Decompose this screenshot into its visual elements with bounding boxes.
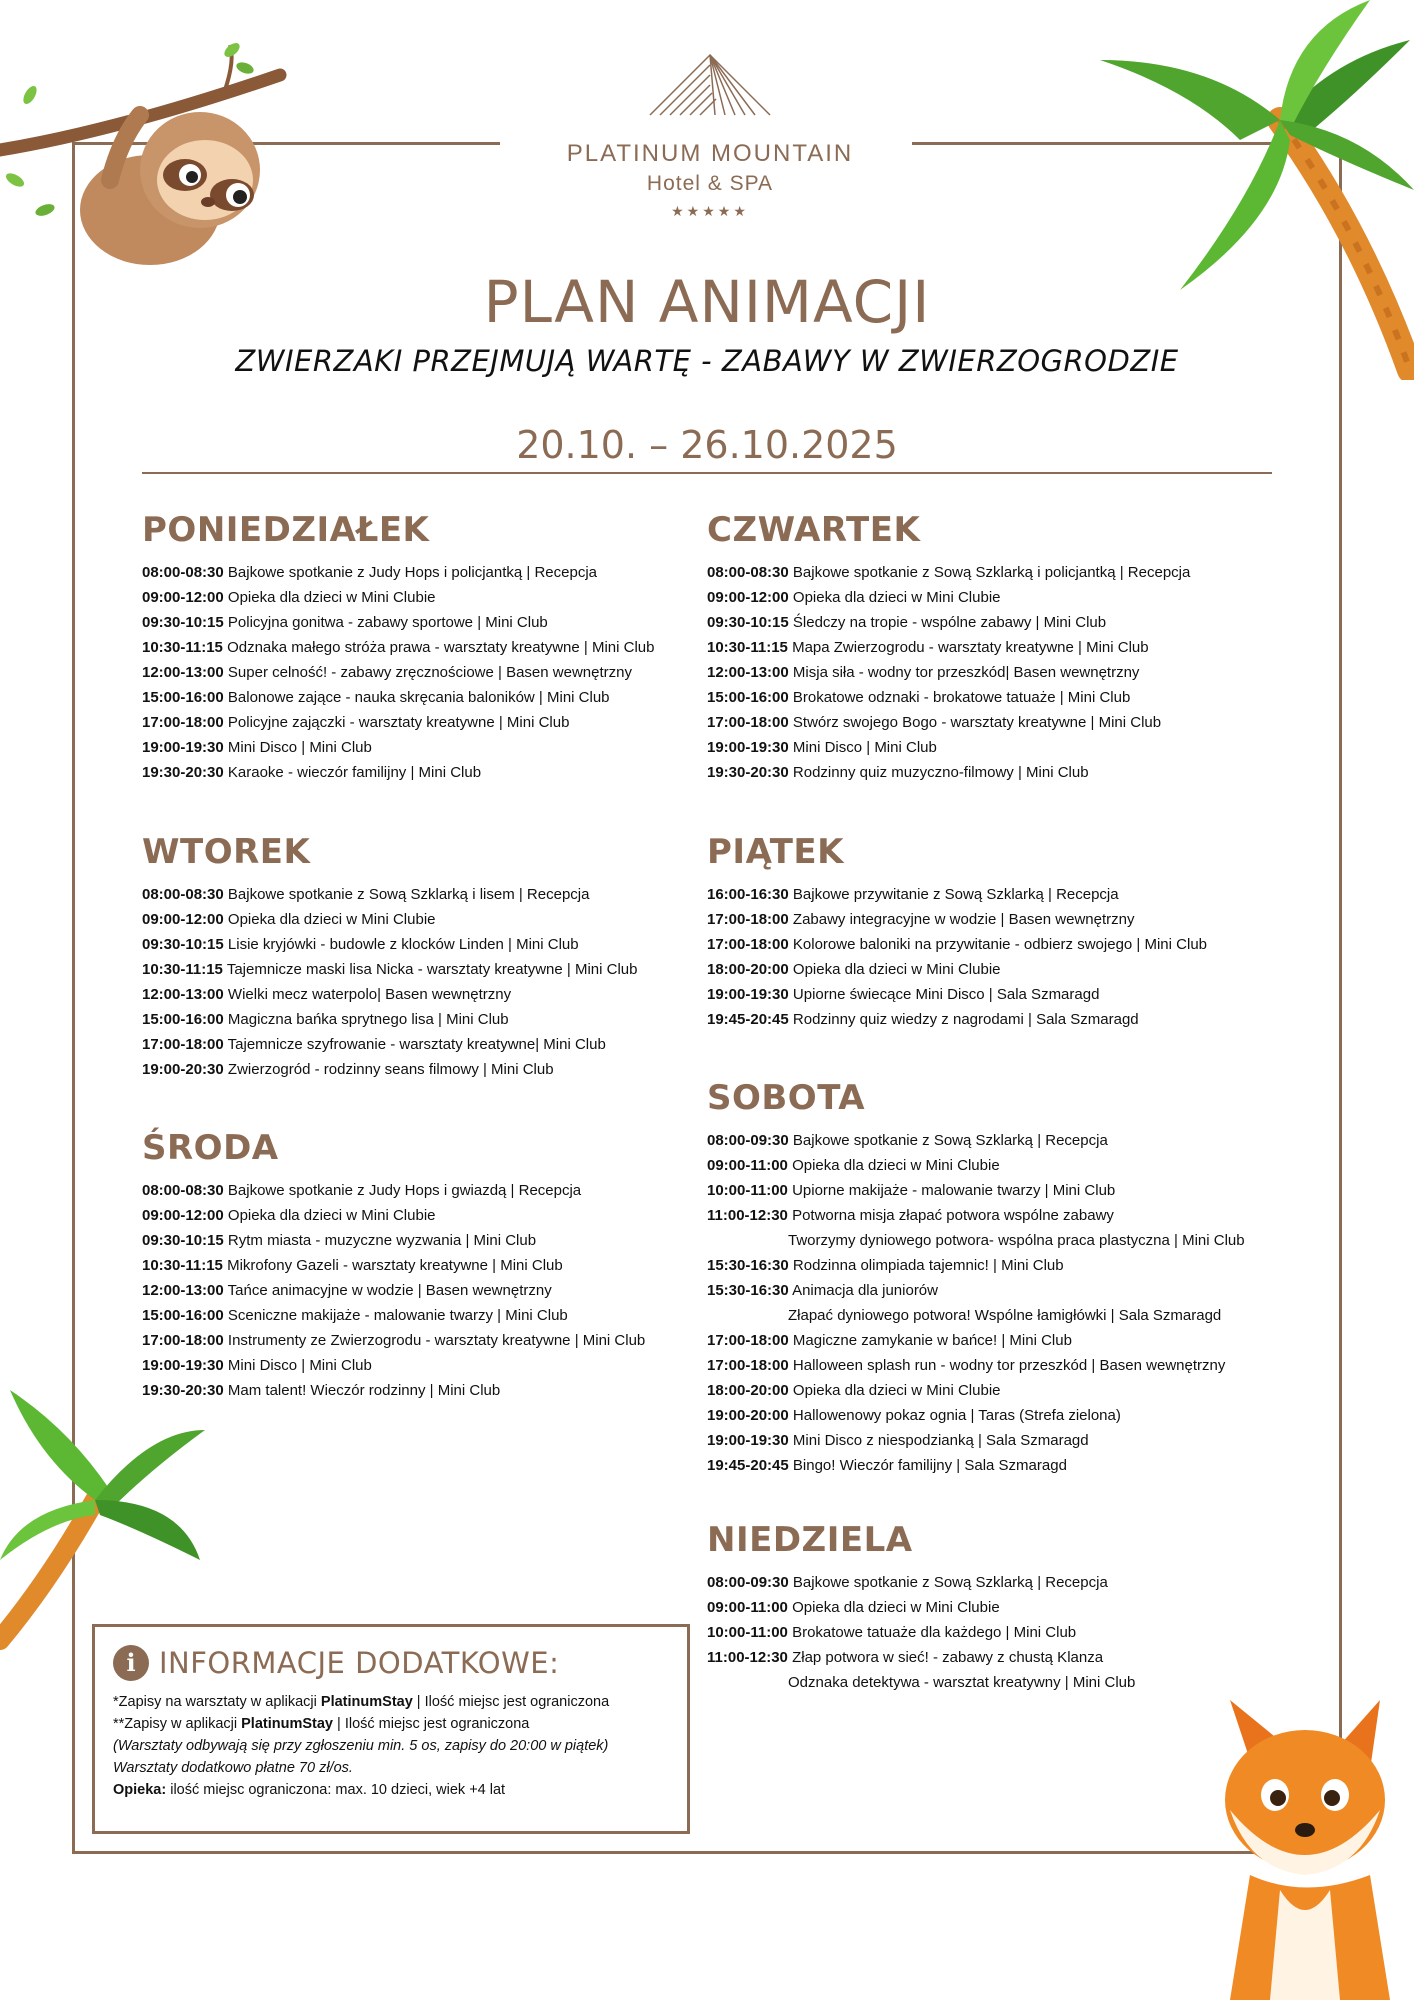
info-title: INFORMACJE DODATKOWE: (159, 1646, 560, 1680)
brand-stars: ★★★★★ (671, 204, 749, 220)
schedule-item (142, 1278, 645, 1303)
info-line-1: *Zapisy na warsztaty w aplikacji PlatinumStay | Ilość miejsc jest ograniczona (113, 1694, 610, 1710)
schedule-text: Śledczy na tropie - wspólne zabawy | Mini Club (792, 614, 1107, 631)
schedule-text: Rytm miasta - muzyczne wyzwania | Mini Club (227, 1232, 537, 1249)
schedule-item (707, 560, 1190, 585)
day-saturday (707, 1078, 1245, 1478)
schedule-item (142, 882, 638, 907)
schedule-text: Mini Disco | Mini Club (227, 1357, 372, 1374)
schedule-text: Bajkowe spotkanie z Judy Hops i policjantką | Recepcja (227, 564, 597, 581)
schedule-time: 19:00-19:30 (142, 739, 224, 756)
schedule-time: 17:00-18:00 (707, 936, 789, 953)
schedule-item (707, 1670, 1135, 1695)
schedule-item (142, 1303, 645, 1328)
schedule-item (707, 1253, 1245, 1278)
schedule-time: 15:00-16:00 (142, 1011, 224, 1028)
schedule-item (707, 760, 1190, 785)
fox-illustration (1190, 1700, 1414, 2000)
schedule-text: Bajkowe spotkanie z Sową Szklarką | Recepcja (792, 1132, 1108, 1149)
schedule-item (142, 685, 654, 710)
schedule-time: 11:00-12:30 (707, 1207, 788, 1224)
header-divider (142, 472, 1272, 474)
day-heading: PIĄTEK (707, 832, 845, 872)
schedule-time: 17:00-18:00 (707, 1357, 789, 1374)
schedule-text: Zwierzogród - rodzinny seans filmowy | Mini Club (227, 1061, 554, 1078)
schedule-time: 19:00-20:30 (142, 1061, 224, 1078)
schedule-item (707, 957, 1207, 982)
day-heading: ŚRODA (142, 1128, 279, 1168)
schedule-time: 08:00-08:30 (707, 564, 789, 581)
schedule-item (707, 1303, 1245, 1328)
schedule-time: 08:00-08:30 (142, 886, 224, 903)
schedule-item (707, 1570, 1135, 1595)
schedule-time: 11:00-12:30 (707, 1649, 788, 1666)
schedule-item (707, 610, 1190, 635)
schedule-text: Policyjne zajączki - warsztaty kreatywne | Mini Club (227, 714, 570, 731)
schedule-text: Super celność! - zabawy zręcznościowe | Basen wewnętrzny (227, 664, 632, 681)
day-heading: CZWARTEK (707, 510, 921, 550)
schedule-text: Lisie kryjówki - budowle z klocków Linden | Mini Club (227, 936, 579, 953)
schedule-time: 19:30-20:30 (707, 764, 789, 781)
schedule-time: 15:30-16:30 (707, 1282, 789, 1299)
schedule-time: 15:00-16:00 (707, 689, 789, 706)
schedule-text: Zabawy integracyjne w wodzie | Basen wewnętrzny (792, 911, 1135, 928)
schedule-time: 16:00-16:30 (707, 886, 789, 903)
schedule-item (707, 1178, 1245, 1203)
schedule-item (142, 932, 638, 957)
schedule-time: 09:00-12:00 (142, 911, 224, 928)
schedule-text: Misja siła - wodny tor przeszkód| Basen wewnętrzny (792, 664, 1140, 681)
schedule-item (707, 735, 1190, 760)
schedule-item (142, 660, 654, 685)
day-heading: SOBOTA (707, 1078, 866, 1118)
schedule-time: 12:00-13:00 (142, 986, 224, 1003)
schedule-text: Magiczna bańka sprytnego lisa | Mini Club (227, 1011, 509, 1028)
schedule-item (707, 635, 1190, 660)
schedule-time: 19:30-20:30 (142, 1382, 224, 1399)
day-wednesday (142, 1128, 645, 1403)
day-thursday (707, 510, 1190, 785)
schedule-text: Tańce animacyjne w wodzie | Basen wewnętrzny (227, 1282, 552, 1299)
schedule-text: Policyjna gonitwa - zabawy sportowe | Mini Club (227, 614, 548, 631)
schedule-text: Rodzinny quiz muzyczno-filmowy | Mini Club (792, 764, 1089, 781)
schedule-item (142, 760, 654, 785)
schedule-item (142, 907, 638, 932)
schedule-text: Bajkowe spotkanie z Sową Szklarką i policjantką | Recepcja (792, 564, 1191, 581)
schedule-item (142, 1253, 645, 1278)
schedule-time: 15:30-16:30 (707, 1257, 789, 1274)
schedule-text: Instrumenty ze Zwierzogrodu - warsztaty kreatywne | Mini Club (227, 1332, 646, 1349)
schedule-text: Halloween splash run - wodny tor przeszkód | Basen wewnętrzny (792, 1357, 1226, 1374)
day-heading: PONIEDZIAŁEK (142, 510, 430, 550)
schedule-time: 19:00-19:30 (707, 739, 789, 756)
schedule-time: 19:00-19:30 (707, 986, 789, 1003)
schedule-time: 12:00-13:00 (707, 664, 789, 681)
schedule-item (707, 1403, 1245, 1428)
mountain-logo-icon (640, 50, 780, 120)
schedule-time: 09:30-10:15 (142, 614, 224, 631)
schedule-text: Odznaka detektywa - warsztat kreatywny | Mini Club (788, 1674, 1136, 1691)
schedule-time: 09:30-10:15 (142, 1232, 224, 1249)
schedule-item (142, 1007, 638, 1032)
schedule-item (142, 1353, 645, 1378)
schedule-text: Tajemnicze szyfrowanie - warsztaty kreatywne| Mini Club (227, 1036, 606, 1053)
schedule-item (707, 1353, 1245, 1378)
schedule-item (707, 1203, 1245, 1228)
schedule-item (707, 1328, 1245, 1353)
schedule-text: Mini Disco z niespodzianką | Sala Szmaragd (792, 1432, 1089, 1449)
schedule-time: 09:00-12:00 (142, 1207, 224, 1224)
palm-tree-bottom-left (0, 1390, 210, 1650)
schedule-time: 09:00-12:00 (707, 589, 789, 606)
schedule-item (142, 1378, 645, 1403)
schedule-time: 15:00-16:00 (142, 1307, 224, 1324)
schedule-item (707, 1620, 1135, 1645)
schedule-time: 17:00-18:00 (142, 714, 224, 731)
schedule-text: Mini Disco | Mini Club (227, 739, 372, 756)
info-line-3: (Warsztaty odbywają się przy zgłoszeniu min. 5 os, zapisy do 20:00 w piątek) (113, 1738, 609, 1754)
schedule-item (142, 982, 638, 1007)
schedule-item (707, 1153, 1245, 1178)
schedule-text: Bajkowe spotkanie z Judy Hops i gwiazdą | Recepcja (227, 1182, 582, 1199)
schedule-item (142, 1032, 638, 1057)
schedule-item (142, 735, 654, 760)
schedule-item (707, 660, 1190, 685)
schedule-text: Upiorne świecące Mini Disco | Sala Szmaragd (792, 986, 1100, 1003)
schedule-time: 09:30-10:15 (142, 936, 224, 953)
schedule-time: 10:30-11:15 (142, 961, 223, 978)
day-monday (142, 510, 654, 785)
schedule-text: Opieka dla dzieci w Mini Clubie (227, 911, 436, 928)
schedule-item (707, 932, 1207, 957)
schedule-item (707, 1645, 1135, 1670)
schedule-text: Mam talent! Wieczór rodzinny | Mini Club (227, 1382, 501, 1399)
schedule-time: 19:00-19:30 (142, 1357, 224, 1374)
schedule-time: 19:30-20:30 (142, 764, 224, 781)
info-box (92, 1624, 690, 1834)
schedule-time: 08:00-09:30 (707, 1574, 789, 1591)
schedule-text: Magiczne zamykanie w bańce! | Mini Club (792, 1332, 1072, 1349)
schedule-time: 08:00-08:30 (142, 1182, 224, 1199)
day-friday (707, 832, 1207, 1032)
schedule-text: Opieka dla dzieci w Mini Clubie (227, 1207, 436, 1224)
schedule-time: 08:00-08:30 (142, 564, 224, 581)
schedule-text: Rodzinny quiz wiedzy z nagrodami | Sala Szmaragd (792, 1011, 1139, 1028)
schedule-item (707, 1278, 1245, 1303)
schedule-text: Mapa Zwierzogrodu - warsztaty kreatywne | Mini Club (792, 639, 1149, 656)
schedule-item (142, 710, 654, 735)
schedule-time: 17:00-18:00 (142, 1036, 224, 1053)
page-subtitle: ZWIERZAKI PRZEJMUJĄ WARTĘ - ZABAWY W ZWIERZOGRODZIE (235, 344, 1179, 378)
schedule-time: 19:00-19:30 (707, 1432, 789, 1449)
info-line-4: Warsztaty dodatkowo płatne 70 zł/os. (113, 1760, 353, 1776)
schedule-text: Potworna misja złapać potwora wspólne zabawy (792, 1207, 1114, 1224)
schedule-text: Złapać dyniowego potwora! Wspólne łamigłówki | Sala Szmaragd (788, 1307, 1222, 1324)
schedule-time: 19:45-20:45 (707, 1457, 789, 1474)
schedule-item (707, 685, 1190, 710)
schedule-text: Bingo! Wieczór familijny | Sala Szmaragd (792, 1457, 1067, 1474)
schedule-time: 18:00-20:00 (707, 1382, 789, 1399)
schedule-time: 15:00-16:00 (142, 689, 224, 706)
schedule-item (142, 1203, 645, 1228)
schedule-text: Karaoke - wieczór familijny | Mini Club (227, 764, 482, 781)
schedule-item (707, 1453, 1245, 1478)
schedule-time: 12:00-13:00 (142, 664, 224, 681)
schedule-item (707, 882, 1207, 907)
sloth-illustration (0, 20, 310, 310)
schedule-time: 09:00-12:00 (142, 589, 224, 606)
schedule-item (707, 1228, 1245, 1253)
schedule-time: 17:00-18:00 (142, 1332, 224, 1349)
info-icon: i (113, 1645, 149, 1681)
hotel-logo (560, 50, 860, 220)
date-range: 20.10. – 26.10.2025 (516, 423, 898, 467)
schedule-item (142, 1178, 645, 1203)
schedule-item (142, 585, 654, 610)
schedule-text: Hallowenowy pokaz ognia | Taras (Strefa zielona) (792, 1407, 1121, 1424)
schedule-item (142, 1328, 645, 1353)
schedule-time: 09:00-11:00 (707, 1599, 788, 1616)
schedule-text: Kolorowe baloniki na przywitanie - odbierz swojego | Mini Club (792, 936, 1208, 953)
day-heading: NIEDZIELA (707, 1520, 913, 1560)
schedule-text: Tworzymy dyniowego potwora- wspólna praca plastyczna | Mini Club (788, 1232, 1245, 1249)
schedule-item (142, 1057, 638, 1082)
schedule-text: Mini Disco | Mini Club (792, 739, 937, 756)
schedule-item (142, 1228, 645, 1253)
schedule-item (142, 635, 654, 660)
day-tuesday (142, 832, 638, 1082)
schedule-item (707, 1128, 1245, 1153)
schedule-text: Tajemnicze maski lisa Nicka - warsztaty kreatywne | Mini Club (226, 961, 638, 978)
schedule-text: Opieka dla dzieci w Mini Clubie (792, 961, 1001, 978)
schedule-time: 18:00-20:00 (707, 961, 789, 978)
schedule-item (707, 585, 1190, 610)
schedule-text: Opieka dla dzieci w Mini Clubie (792, 589, 1001, 606)
schedule-time: 08:00-09:30 (707, 1132, 789, 1149)
schedule-item (707, 1595, 1135, 1620)
schedule-text: Brokatowe tatuaże dla każdego | Mini Club (792, 1624, 1077, 1641)
schedule-time: 12:00-13:00 (142, 1282, 224, 1299)
brand-name: PLATINUM MOUNTAIN (566, 140, 854, 167)
schedule-text: Opieka dla dzieci w Mini Clubie (792, 1157, 1000, 1174)
schedule-time: 10:30-11:15 (142, 639, 223, 656)
schedule-item (707, 982, 1207, 1007)
schedule-time: 17:00-18:00 (707, 1332, 789, 1349)
day-heading: WTOREK (142, 832, 311, 872)
schedule-item (707, 1428, 1245, 1453)
schedule-time: 17:00-18:00 (707, 911, 789, 928)
schedule-text: Mikrofony Gazeli - warsztaty kreatywne | Mini Club (227, 1257, 563, 1274)
schedule-time: 09:00-11:00 (707, 1157, 788, 1174)
schedule-item (142, 560, 654, 585)
schedule-text: Opieka dla dzieci w Mini Clubie (792, 1382, 1001, 1399)
schedule-text: Rodzinna olimpiada tajemnic! | Mini Club (792, 1257, 1064, 1274)
schedule-time: 19:45-20:45 (707, 1011, 789, 1028)
schedule-text: Bajkowe przywitanie z Sową Szklarką | Recepcja (792, 886, 1119, 903)
schedule-time: 17:00-18:00 (707, 714, 789, 731)
brand-subtitle: Hotel & SPA (646, 172, 774, 195)
schedule-item (142, 610, 654, 635)
info-line-5: Opieka: ilość miejsc ograniczona: max. 10 dzieci, wiek +4 lat (113, 1782, 506, 1798)
schedule-item (707, 1007, 1207, 1032)
schedule-time: 19:00-20:00 (707, 1407, 789, 1424)
schedule-text: Animacja dla juniorów (792, 1282, 938, 1299)
schedule-time: 09:30-10:15 (707, 614, 789, 631)
schedule-text: Balonowe zające - nauka skręcania baloników | Mini Club (227, 689, 610, 706)
schedule-text: Opieka dla dzieci w Mini Clubie (792, 1599, 1000, 1616)
schedule-text: Bajkowe spotkanie z Sową Szklarką | Recepcja (792, 1574, 1108, 1591)
page-title: PLAN ANIMACJI (483, 268, 931, 336)
info-line-2: **Zapisy w aplikacji PlatinumStay | Ilość miejsc jest ograniczona (113, 1716, 530, 1732)
schedule-time: 10:00-11:00 (707, 1182, 788, 1199)
schedule-item (707, 1378, 1245, 1403)
schedule-time: 10:30-11:15 (142, 1257, 223, 1274)
schedule-text: Odznaka małego stróża prawa - warsztaty kreatywne | Mini Club (227, 639, 655, 656)
schedule-time: 10:30-11:15 (707, 639, 788, 656)
schedule-text: Wielki mecz waterpolo| Basen wewnętrzny (227, 986, 512, 1003)
schedule-text: Opieka dla dzieci w Mini Clubie (227, 589, 436, 606)
schedule-item (707, 710, 1190, 735)
schedule-time: 10:00-11:00 (707, 1624, 788, 1641)
schedule-text: Stwórz swojego Bogo - warsztaty kreatywne | Mini Club (792, 714, 1162, 731)
schedule-item (707, 907, 1207, 932)
schedule-text: Bajkowe spotkanie z Sową Szklarką i lisem | Recepcja (227, 886, 590, 903)
day-sunday (707, 1520, 1135, 1695)
schedule-text: Złap potwora w sieć! - zabawy z chustą Klanza (792, 1649, 1104, 1666)
schedule-text: Sceniczne makijaże - malowanie twarzy | Mini Club (227, 1307, 568, 1324)
schedule-item (142, 957, 638, 982)
schedule-text: Upiorne makijaże - malowanie twarzy | Mini Club (792, 1182, 1116, 1199)
schedule-text: Brokatowe odznaki - brokatowe tatuaże | Mini Club (792, 689, 1131, 706)
info-header (113, 1645, 669, 1681)
